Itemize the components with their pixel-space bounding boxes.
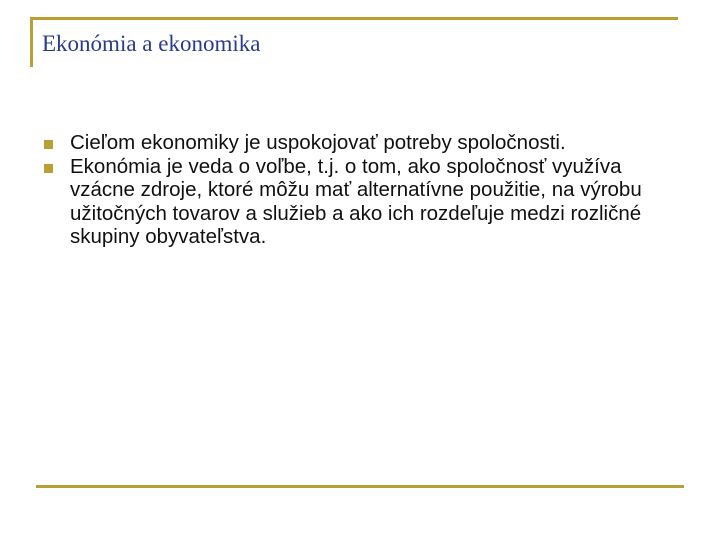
square-bullet-icon (44, 140, 53, 149)
square-bullet-icon (44, 164, 53, 173)
title-frame-left-rule (30, 17, 33, 67)
footer-rule (36, 485, 684, 488)
bullet-list (44, 131, 684, 249)
bullet-text: Ekonómia je veda o voľbe, t.j. o tom, ako spoločnosť využíva vzácne zdroje, ktoré môžu mať alternatívne použitie, na výrobu užitočných tovarov a služieb a ako ich rozdeľuje medzi rozličné skupiny obyvateľstva. (70, 154, 642, 248)
bullet-text: Cieľom ekonomiky je uspokojovať potreby spoločnosti. (70, 131, 566, 154)
slide-title: Ekonómia a ekonomika (42, 31, 261, 56)
bullet-item (44, 131, 684, 155)
title-frame-top-rule (30, 17, 678, 20)
bullet-item (44, 155, 684, 249)
